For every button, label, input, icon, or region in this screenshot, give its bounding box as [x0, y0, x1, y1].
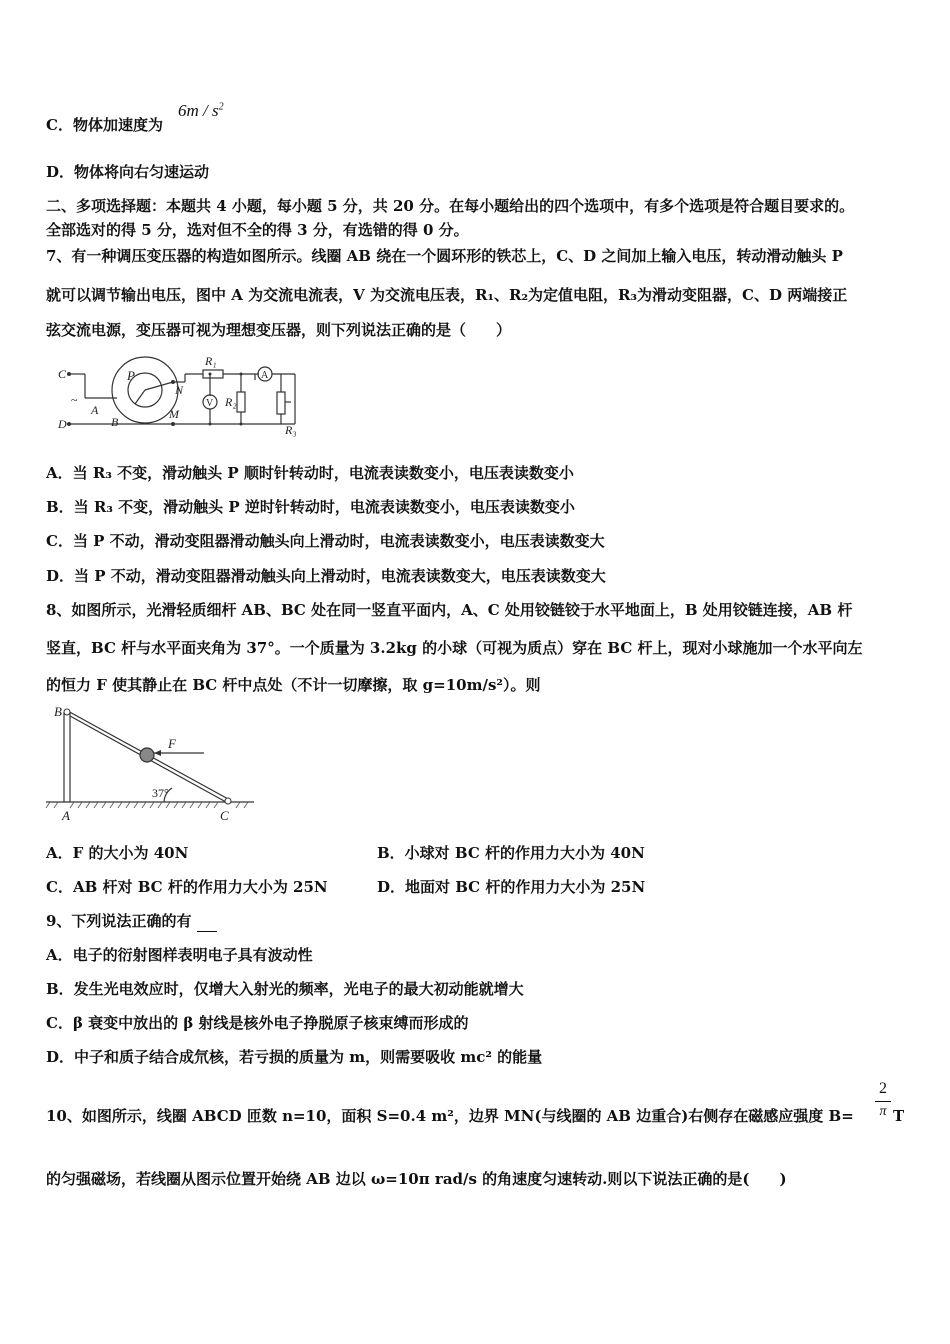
q8-label-b: B: [54, 704, 62, 719]
q8-stem-line2: 竖直，BC 杆与水平面夹角为 37°。一个质量为 3.2kg 的小球（可视为质点）穿在 BC 杆上，现对小球施加一个水平向左: [46, 639, 863, 657]
q10-fraction-bar: [875, 1101, 891, 1102]
q10-stem-line1: 10、如图所示，线圈 ABCD 匝数 n=10，面积 S=0.4 m²，边界 MN(与线圈的 AB 边重合)右侧存在磁感应强度 B=: [46, 1107, 854, 1125]
q8-label-c: C: [220, 808, 229, 823]
q10-unit: T: [893, 1107, 905, 1125]
q9-blank: [197, 911, 217, 932]
q6-option-c-label: C．物体加速度为: [46, 116, 163, 134]
q7-label-p: P: [127, 368, 135, 383]
section2-line1: 二、多项选择题：本题共 4 小题，每小题 5 分，共 20 分。在每小题给出的四个选项中，有多个选项是符合题目要求的。: [46, 197, 855, 215]
q7-voltmeter-label: V: [206, 398, 214, 409]
q8-option-b: B．小球对 BC 杆的作用力大小为 40N: [377, 844, 645, 862]
q7-stem-line3: 弦交流电源，变压器可视为理想变压器，则下列说法正确的是（ ）: [46, 321, 512, 339]
q6-option-c-formula: $6m / s^2$: [178, 101, 224, 120]
q8-option-d: D．地面对 BC 杆的作用力大小为 25N: [377, 878, 646, 896]
q7-stem-line1: 7、有一种调压变压器的构造如图所示。线圈 AB 绕在一个圆环形的铁芯上，C、D 之间加上输入电压，转动滑动触头 P: [46, 247, 843, 265]
q8-rod-figure: [44, 704, 259, 824]
q7-stem-line2: 就可以调节输出电压，图中 A 为交流电流表，V 为交流电压表，R₁、R₂为定值电阻，R₃为滑动变阻器，C、D 两端接正: [46, 286, 848, 304]
q9-option-a: A．电子的衍射图样表明电子具有波动性: [46, 946, 313, 964]
q7-ammeter-label: A: [261, 370, 269, 381]
section2-line2: 全部选对的得 5 分，选对但不全的得 3 分，有选错的得 0 分。: [46, 221, 469, 239]
q6-option-d: D．物体将向右匀速运动: [46, 163, 210, 181]
q7-option-a: A．当 R₃ 不变，滑动触头 P 顺时针转动时，电流表读数变小，电压表读数变小: [46, 464, 574, 482]
q6-option-c: [46, 115, 163, 135]
q9-option-c: C．β 衰变中放出的 β 射线是核外电子挣脱原子核束缚而形成的: [46, 1014, 469, 1032]
q7-circuit-figure: [55, 352, 310, 437]
q7-label-m: M: [169, 407, 179, 421]
q8-option-a: A．F 的大小为 40N: [46, 844, 189, 862]
q9-stem: 9、下列说法正确的有: [46, 911, 217, 932]
q8-label-a: A: [62, 808, 70, 823]
q7-label-r3: R₃: [285, 423, 297, 437]
q7-option-b: B．当 R₃ 不变，滑动触头 P 逆时针转动时，电流表读数变小，电压表读数变小: [46, 498, 575, 516]
q7-label-a: A: [91, 403, 99, 417]
q8-label-angle: 37°: [152, 786, 169, 800]
q9-option-b: B．发生光电效应时，仅增大入射光的频率，光电子的最大初动能就增大: [46, 980, 524, 998]
q10-stem-line2: 的匀强磁场，若线圈从图示位置开始绕 AB 边以 ω=10π rad/s 的角速度匀速转动.则以下说法正确的是( ): [46, 1170, 787, 1188]
q10-fraction-numerator: 2: [879, 1080, 887, 1097]
q7-label-d: D: [58, 417, 67, 431]
q8-label-f: F: [168, 736, 176, 751]
q7-label-c: C: [58, 367, 67, 381]
q7-option-c: C．当 P 不动，滑动变阻器滑动触头向上滑动时，电流表读数变小，电压表读数变大: [46, 532, 605, 550]
q7-option-d: D．当 P 不动，滑动变阻器滑动触头向上滑动时，电流表读数变大，电压表读数变大: [46, 567, 606, 585]
q7-label-n: N: [175, 383, 184, 397]
q9-option-d: D．中子和质子结合成氘核，若亏损的质量为 m，则需要吸收 mc² 的能量: [46, 1048, 543, 1066]
q7-label-b: B: [111, 415, 119, 429]
q10-fraction-denominator: π: [879, 1104, 887, 1119]
q7-label-r1: R₁: [205, 354, 217, 368]
q7-label-r2: R₂: [225, 395, 237, 409]
q8-stem-line1: 8、如图所示，光滑轻质细杆 AB、BC 处在同一竖直平面内，A、C 处用铰链铰于水平地面上，B 处用铰链连接，AB 杆: [46, 601, 853, 619]
q8-option-c: C．AB 杆对 BC 杆的作用力大小为 25N: [46, 878, 328, 896]
q7-label-tilde: ~: [71, 393, 78, 407]
q8-stem-line3: 的恒力 F 使其静止在 BC 杆中点处（不计一切摩擦，取 g=10m/s²）。则: [46, 676, 541, 694]
